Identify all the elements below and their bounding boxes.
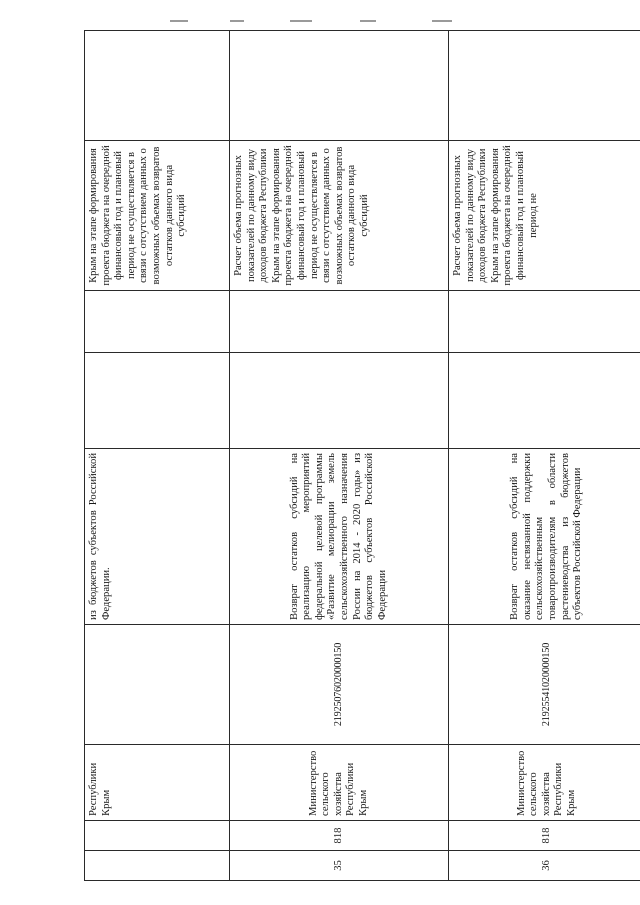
table-row [230, 31, 449, 881]
empty-cell [449, 291, 640, 353]
empty-cell [449, 353, 640, 449]
empty-cell [85, 353, 230, 449]
empty-cell [230, 31, 449, 141]
admin-name-cell: Министерство сельского хозяйства Республики Крым [449, 745, 640, 821]
table-row [85, 31, 230, 881]
calculation-method-cell: Крым на этапе формирования проекта бюджета на очередной финансовый год и плановый период не осуществляется в связи с отсутствием данных о возможных объемах возвратов остатков данного вида субсидий [85, 141, 230, 291]
empty-cell [449, 31, 640, 141]
empty-cell [85, 31, 230, 141]
empty-cell [85, 291, 230, 353]
row-number-cell [85, 851, 230, 881]
table-row [449, 31, 640, 881]
revenue-name-cell: Возврат остатков субсидий на оказание несвязанной поддержки сельскохозяйственным товаропроизводителям в области растениеводства из бюджетов субъектов Российской Федерации [449, 449, 640, 625]
kbk-code-cell [85, 625, 230, 745]
admin-name-cell: Республики Крым [85, 745, 230, 821]
revenue-name-cell: из бюджетов субъектов Российской Федерации. [85, 449, 230, 625]
row-number-cell: 36 [449, 851, 640, 881]
empty-cell [230, 353, 449, 449]
kbk-code-cell: 21925541020000150 [449, 625, 640, 745]
calculation-method-cell: Расчет объема прогнозных показателей по данному виду доходов бюджета Республики Крым на этапе формирования проекта бюджета на очередной финансовый год и плановый период не осуществляется в связи с отсутствием данных о возможных объемах возвратов остатков данного вида субсидий [230, 141, 449, 291]
calculation-method-cell: Расчет объема прогнозных показателей по данному виду доходов бюджета Республики Крым на этапе формирования проекта бюджета на очередной финансовый год и плановый период не [449, 141, 640, 291]
revenue-name-cell: Возврат остатков субсидий на реализацию мероприятий федеральной целевой программы «Развитие мелиорации земель сельскохозяйственного назначения России на 2014 - 2020 годы» из бюджетов субъектов Российской Федерации [230, 449, 449, 625]
admin-code-cell [85, 821, 230, 851]
empty-cell [230, 291, 449, 353]
admin-code-cell: 818 [230, 821, 449, 851]
admin-code-cell: 818 [449, 821, 640, 851]
revenue-forecast-table [84, 30, 640, 881]
admin-name-cell: Министерство сельского хозяйства Республики Крым [230, 745, 449, 821]
kbk-code-cell: 21925076020000150 [230, 625, 449, 745]
scan-margin-marks [170, 16, 470, 22]
row-number-cell: 35 [230, 851, 449, 881]
